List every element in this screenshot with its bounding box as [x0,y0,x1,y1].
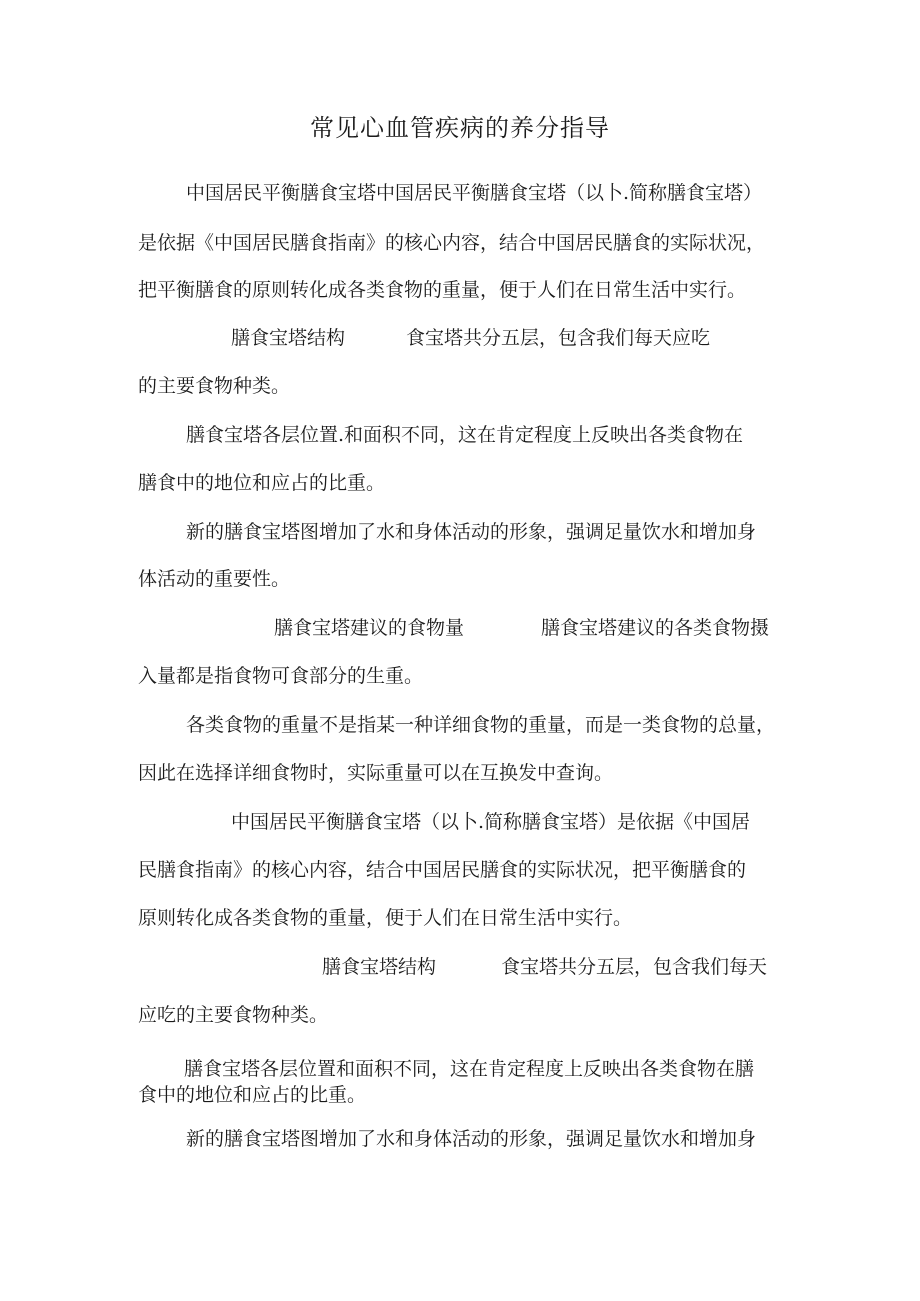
paragraph-line: 入量都是指食物可食部分的生重。 [138,665,424,687]
paragraph-line: 膳食宝塔各层位置.和面积不同，这在肯定程度上反映出各类食物在 [186,424,744,446]
paragraph-line: 膳食中的地位和应占的比重。 [138,472,386,494]
paragraph-line: 膳食宝塔各层位置和面积不同，这在肯定程度上反映出各类食物在膳 [184,1058,755,1080]
paragraph-line: 应吃的主要食物种类。 [138,1004,329,1026]
paragraph-line: 食中的地位和应占的比重。 [138,1084,367,1106]
paragraph-line: 食宝塔共分五层，包含我们每天 [501,956,768,978]
paragraph-line: 各类食物的重量不是指某一种详细食物的重量，而是一类食物的总量， [186,714,776,736]
paragraph-line: 民膳食指南》的核心内容，结合中国居民膳食的实际状况，把平衡膳食的 [138,859,747,881]
paragraph-line: 原则转化成各类食物的重量，便于人们在日常生活中实行。 [138,907,633,929]
paragraph-line: 中国居民平衡膳食宝塔（以卜.简称膳食宝塔）是依据《中国居 [231,811,751,833]
section-heading: 膳食宝塔建议的食物量 [274,617,465,639]
paragraph-line: 食宝塔共分五层，包含我们每天应吃 [406,327,711,349]
paragraph-line: 因此在选择详细食物时，实际重量可以在互换发中查询。 [138,762,614,784]
paragraph-line: 的主要食物种类。 [138,375,291,397]
section-heading: 膳食宝塔结构 [231,327,346,349]
document-title: 常见心血管疾病的养分指导 [310,114,610,142]
paragraph-line: 把平衡膳食的原则转化成各类食物的重量，便于人们在日常生活中实行。 [138,279,747,301]
section-heading: 膳食宝塔结构 [322,956,437,978]
paragraph-line: 膳食宝塔建议的各类食物摄 [541,617,770,639]
paragraph-line: 是依据《中国居民膳食指南》的核心内容，结合中国居民膳食的实际状况， [138,232,766,254]
paragraph-line: 新的膳食宝塔图增加了水和身体活动的形象，强调足量饮水和增加身 [186,521,757,543]
paragraph-line: 新的膳食宝塔图增加了水和身体活动的形象，强调足量饮水和增加身 [186,1128,757,1150]
paragraph-line: 体活动的重要性。 [138,568,291,590]
paragraph-line: 中国居民平衡膳食宝塔中国居民平衡膳食宝塔（以卜.简称膳食宝塔） [186,182,763,204]
